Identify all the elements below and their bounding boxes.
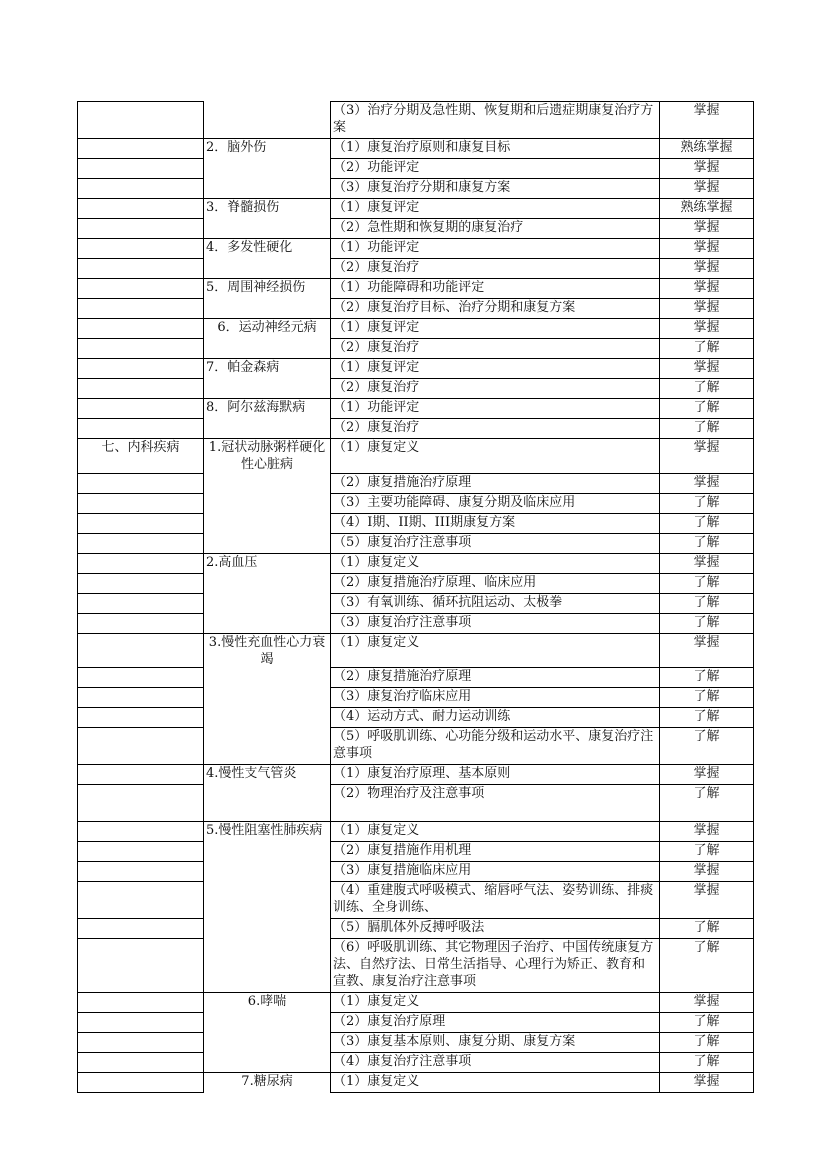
category-cell <box>78 299 204 319</box>
content-cell: （2）康复措施治疗原理、临床应用 <box>331 573 660 593</box>
content-cell: （4）康复治疗注意事项 <box>331 1053 660 1073</box>
content-cell: （2）功能评定 <box>331 159 660 179</box>
content-cell: （3）康复治疗临床应用 <box>331 688 660 708</box>
requirement-level-cell: 掌握 <box>660 993 754 1013</box>
table-row <box>78 1073 754 1093</box>
table-row <box>78 319 754 339</box>
content-cell: （2）康复措施作用机理 <box>331 842 660 862</box>
category-cell <box>78 379 204 399</box>
category-cell <box>78 493 204 513</box>
requirement-level-cell: 了解 <box>660 688 754 708</box>
requirement-level-cell: 掌握 <box>660 882 754 919</box>
topic-cell <box>204 1013 331 1033</box>
topic-cell: 3．脊髓损伤 <box>204 199 331 219</box>
topic-cell <box>204 708 331 728</box>
content-cell: （4）I期、II期、III期康复方案 <box>331 513 660 533</box>
table-row <box>78 939 754 993</box>
content-cell: （1）功能评定 <box>331 399 660 419</box>
requirement-level-cell: 掌握 <box>660 179 754 199</box>
requirement-level-cell: 了解 <box>660 1013 754 1033</box>
table-row <box>78 473 754 493</box>
content-cell: （3）主要功能障碍、康复分期及临床应用 <box>331 493 660 513</box>
content-cell: （1）康复定义 <box>331 993 660 1013</box>
topic-cell <box>204 939 331 993</box>
requirement-level-cell: 掌握 <box>660 822 754 842</box>
syllabus-table-body <box>78 102 754 1093</box>
topic-cell: 8．阿尔兹海默病 <box>204 399 331 419</box>
requirement-level-cell: 掌握 <box>660 319 754 339</box>
topic-cell <box>204 688 331 708</box>
content-cell: （1）康复治疗原理、基本原则 <box>331 765 660 785</box>
table-row <box>78 419 754 439</box>
table-row <box>78 785 754 822</box>
table-row <box>78 339 754 359</box>
table-row <box>78 259 754 279</box>
table-row <box>78 613 754 633</box>
category-cell <box>78 259 204 279</box>
topic-cell: 6.哮喘 <box>204 993 331 1013</box>
content-cell: （2）康复治疗原理 <box>331 1013 660 1033</box>
category-cell: 七、内科疾病 <box>78 439 204 474</box>
requirement-level-cell: 了解 <box>660 1053 754 1073</box>
topic-cell <box>204 419 331 439</box>
requirement-level-cell: 了解 <box>660 785 754 822</box>
table-row <box>78 573 754 593</box>
requirement-level-cell: 了解 <box>660 399 754 419</box>
table-row <box>78 765 754 785</box>
topic-cell: 3.慢性充血性心力衰竭 <box>204 633 331 668</box>
requirement-level-cell: 了解 <box>660 842 754 862</box>
content-cell: （1）康复评定 <box>331 199 660 219</box>
table-row <box>78 219 754 239</box>
category-cell <box>78 728 204 765</box>
content-cell: （2）物理治疗及注意事项 <box>331 785 660 822</box>
table-row <box>78 102 754 139</box>
content-cell: （1）康复定义 <box>331 633 660 668</box>
table-row <box>78 1053 754 1073</box>
category-cell <box>78 842 204 862</box>
content-cell: （1）功能评定 <box>331 239 660 259</box>
topic-cell <box>204 593 331 613</box>
requirement-level-cell: 了解 <box>660 668 754 688</box>
category-cell <box>78 239 204 259</box>
category-cell <box>78 359 204 379</box>
category-cell <box>78 1073 204 1093</box>
topic-cell <box>204 1033 331 1053</box>
content-cell: （1）功能障碍和功能评定 <box>331 279 660 299</box>
table-row <box>78 199 754 219</box>
category-cell <box>78 708 204 728</box>
table-row <box>78 159 754 179</box>
content-cell: （2）康复治疗 <box>331 419 660 439</box>
topic-cell <box>204 919 331 939</box>
topic-cell <box>204 379 331 399</box>
table-row <box>78 882 754 919</box>
table-row <box>78 668 754 688</box>
category-cell <box>78 399 204 419</box>
category-cell <box>78 593 204 613</box>
category-cell <box>78 219 204 239</box>
requirement-level-cell: 掌握 <box>660 633 754 668</box>
requirement-level-cell: 掌握 <box>660 1073 754 1093</box>
requirement-level-cell: 了解 <box>660 533 754 553</box>
table-row <box>78 842 754 862</box>
category-cell <box>78 613 204 633</box>
content-cell: （1）康复定义 <box>331 553 660 573</box>
table-row <box>78 239 754 259</box>
content-cell: （6）呼吸肌训练、其它物理因子治疗、中国传统康复方法、自然疗法、日常生活指导、心理行为矫正、教育和宣教、康复治疗注意事项 <box>331 939 660 993</box>
table-row <box>78 919 754 939</box>
category-cell <box>78 473 204 493</box>
topic-cell <box>204 1053 331 1073</box>
category-cell <box>78 785 204 822</box>
content-cell: （2）康复措施治疗原理 <box>331 473 660 493</box>
category-cell <box>78 765 204 785</box>
category-cell <box>78 993 204 1013</box>
requirement-level-cell: 掌握 <box>660 473 754 493</box>
content-cell: （5）膈肌体外反搏呼吸法 <box>331 919 660 939</box>
topic-cell <box>204 728 331 765</box>
requirement-level-cell: 了解 <box>660 708 754 728</box>
table-row <box>78 439 754 474</box>
table-row <box>78 279 754 299</box>
content-cell: （2）康复治疗 <box>331 339 660 359</box>
table-row <box>78 299 754 319</box>
content-cell: （2）康复治疗目标、治疗分期和康复方案 <box>331 299 660 319</box>
requirement-level-cell: 了解 <box>660 1033 754 1053</box>
syllabus-table <box>77 101 754 1093</box>
topic-cell: 2.高血压 <box>204 553 331 573</box>
table-row <box>78 633 754 668</box>
requirement-level-cell: 掌握 <box>660 765 754 785</box>
table-row <box>78 1033 754 1053</box>
topic-cell <box>204 299 331 319</box>
topic-cell: 6．运动神经元病 <box>204 319 331 339</box>
table-row <box>78 708 754 728</box>
requirement-level-cell: 了解 <box>660 339 754 359</box>
content-cell: （3）有氧训练、循环抗阻运动、太极拳 <box>331 593 660 613</box>
topic-cell <box>204 882 331 919</box>
requirement-level-cell: 掌握 <box>660 102 754 139</box>
category-cell <box>78 513 204 533</box>
category-cell <box>78 882 204 919</box>
topic-cell <box>204 668 331 688</box>
category-cell <box>78 1053 204 1073</box>
category-cell <box>78 668 204 688</box>
requirement-level-cell: 了解 <box>660 379 754 399</box>
content-cell: （1）康复治疗原则和康复目标 <box>331 139 660 159</box>
requirement-level-cell: 掌握 <box>660 553 754 573</box>
category-cell <box>78 822 204 842</box>
topic-cell: 5.慢性阻塞性肺疾病 <box>204 822 331 842</box>
category-cell <box>78 939 204 993</box>
requirement-level-cell: 掌握 <box>660 239 754 259</box>
topic-cell <box>204 339 331 359</box>
category-cell <box>78 1033 204 1053</box>
topic-cell <box>204 219 331 239</box>
topic-cell <box>204 613 331 633</box>
content-cell: （1）康复评定 <box>331 319 660 339</box>
requirement-level-cell: 掌握 <box>660 299 754 319</box>
content-cell: （3）康复治疗注意事项 <box>331 613 660 633</box>
table-row <box>78 493 754 513</box>
table-row <box>78 399 754 419</box>
category-cell <box>78 553 204 573</box>
topic-cell: 7．帕金森病 <box>204 359 331 379</box>
requirement-level-cell: 了解 <box>660 613 754 633</box>
topic-cell: 5．周围神经损伤 <box>204 279 331 299</box>
topic-cell <box>204 493 331 513</box>
topic-cell <box>204 473 331 493</box>
category-cell <box>78 199 204 219</box>
table-row <box>78 179 754 199</box>
requirement-level-cell: 掌握 <box>660 862 754 882</box>
category-cell <box>78 159 204 179</box>
content-cell: （3）康复基本原则、康复分期、康复方案 <box>331 1033 660 1053</box>
category-cell <box>78 688 204 708</box>
requirement-level-cell: 了解 <box>660 593 754 613</box>
category-cell <box>78 533 204 553</box>
content-cell: （4）重建腹式呼吸模式、缩唇呼气法、姿势训练、排痰训练、全身训练、 <box>331 882 660 919</box>
table-row <box>78 728 754 765</box>
requirement-level-cell: 掌握 <box>660 259 754 279</box>
requirement-level-cell: 熟练掌握 <box>660 199 754 219</box>
table-row <box>78 688 754 708</box>
table-row <box>78 593 754 613</box>
requirement-level-cell: 掌握 <box>660 279 754 299</box>
requirement-level-cell: 了解 <box>660 493 754 513</box>
topic-cell: 4．多发性硬化 <box>204 239 331 259</box>
category-cell <box>78 139 204 159</box>
topic-cell <box>204 842 331 862</box>
content-cell: （5）呼吸肌训练、心功能分级和运动水平、康复治疗注意事项 <box>331 728 660 765</box>
content-cell: （4）运动方式、耐力运动训练 <box>331 708 660 728</box>
topic-cell <box>204 533 331 553</box>
category-cell <box>78 1013 204 1033</box>
table-row <box>78 533 754 553</box>
topic-cell <box>204 259 331 279</box>
category-cell <box>78 339 204 359</box>
category-cell <box>78 279 204 299</box>
requirement-level-cell: 了解 <box>660 919 754 939</box>
table-row <box>78 359 754 379</box>
content-cell: （1）康复定义 <box>331 1073 660 1093</box>
requirement-level-cell: 了解 <box>660 419 754 439</box>
category-cell <box>78 862 204 882</box>
table-row <box>78 553 754 573</box>
table-row <box>78 379 754 399</box>
topic-cell: 4.慢性支气管炎 <box>204 765 331 785</box>
requirement-level-cell: 了解 <box>660 939 754 993</box>
topic-cell <box>204 513 331 533</box>
requirement-level-cell: 了解 <box>660 573 754 593</box>
category-cell <box>78 102 204 139</box>
topic-cell <box>204 785 331 822</box>
table-row <box>78 139 754 159</box>
content-cell: （2）康复治疗 <box>331 379 660 399</box>
category-cell <box>78 319 204 339</box>
content-cell: （3）康复措施临床应用 <box>331 862 660 882</box>
topic-cell <box>204 862 331 882</box>
content-cell: （1）康复定义 <box>331 439 660 474</box>
category-cell <box>78 419 204 439</box>
topic-cell <box>204 102 331 139</box>
table-row <box>78 862 754 882</box>
content-cell: （2）康复治疗 <box>331 259 660 279</box>
table-row <box>78 513 754 533</box>
content-cell: （2）康复措施治疗原理 <box>331 668 660 688</box>
topic-cell <box>204 179 331 199</box>
content-cell: （3）康复治疗分期和康复方案 <box>331 179 660 199</box>
content-cell: （1）康复定义 <box>331 822 660 842</box>
table-row <box>78 1013 754 1033</box>
requirement-level-cell: 掌握 <box>660 439 754 474</box>
requirement-level-cell: 掌握 <box>660 159 754 179</box>
requirement-level-cell: 掌握 <box>660 219 754 239</box>
content-cell: （5）康复治疗注意事项 <box>331 533 660 553</box>
topic-cell <box>204 573 331 593</box>
category-cell <box>78 633 204 668</box>
requirement-level-cell: 掌握 <box>660 359 754 379</box>
table-row <box>78 993 754 1013</box>
requirement-level-cell: 熟练掌握 <box>660 139 754 159</box>
topic-cell: 2．脑外伤 <box>204 139 331 159</box>
content-cell: （1）康复评定 <box>331 359 660 379</box>
requirement-level-cell: 了解 <box>660 728 754 765</box>
category-cell <box>78 919 204 939</box>
content-cell: （2）急性期和恢复期的康复治疗 <box>331 219 660 239</box>
topic-cell <box>204 159 331 179</box>
topic-cell: 1.冠状动脉粥样硬化性心脏病 <box>204 439 331 474</box>
content-cell: （3）治疗分期及急性期、恢复期和后遗症期康复治疗方案 <box>331 102 660 139</box>
table-row <box>78 822 754 842</box>
category-cell <box>78 573 204 593</box>
requirement-level-cell: 了解 <box>660 513 754 533</box>
category-cell <box>78 179 204 199</box>
topic-cell: 7.糖尿病 <box>204 1073 331 1093</box>
